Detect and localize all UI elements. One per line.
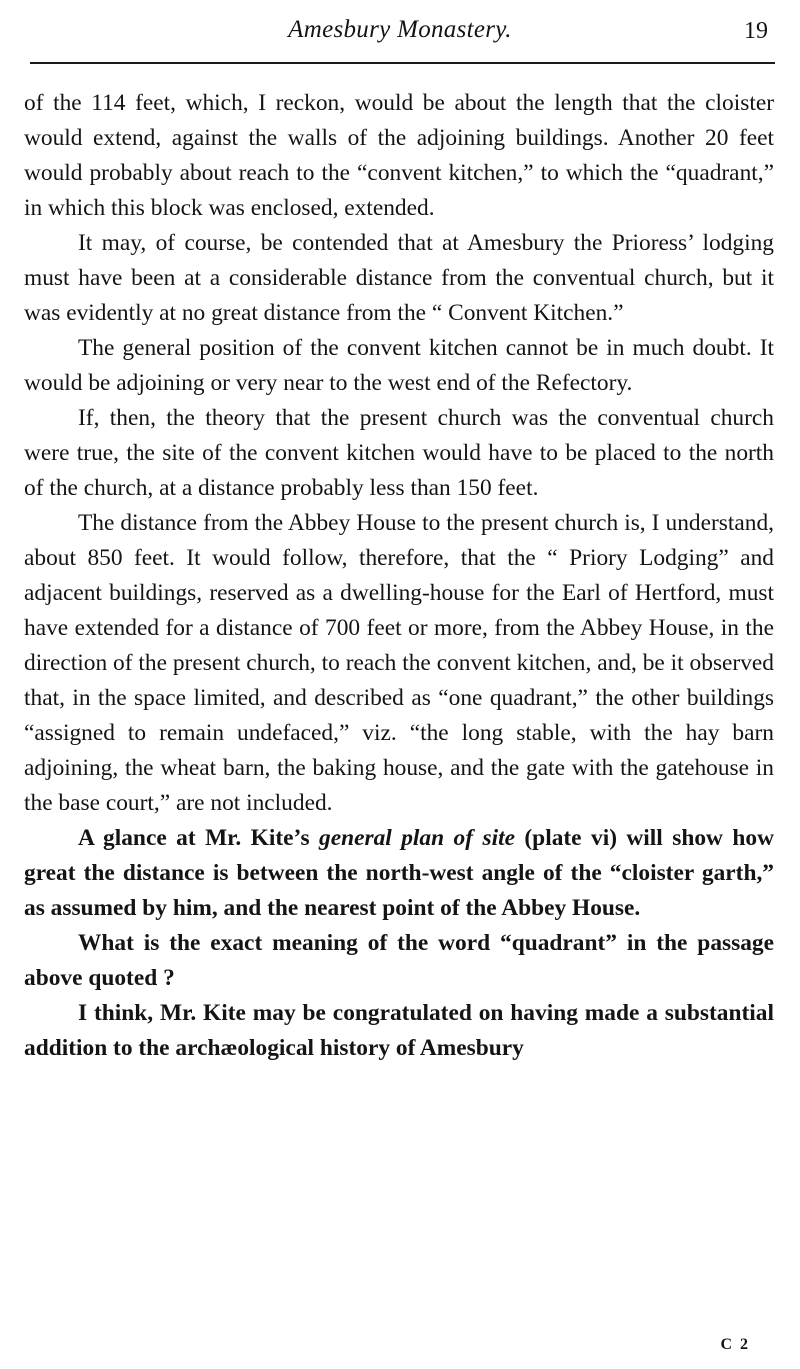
header-rule (30, 62, 775, 64)
paragraph-text: The general position of the convent kitchen cannot be in much doubt. It would be adjoining or very near to the west end of the Refectory. (24, 335, 774, 396)
paragraph-text: It may, of course, be contended that at Amesbury the Prioress’ lodging must have been at a considerable distance from the conventual church, but it was evidently at no great distance from the “ Convent Kitchen.” (24, 230, 774, 326)
paragraph-4 (24, 401, 774, 506)
paragraph-7 (24, 926, 774, 996)
running-head (0, 14, 800, 50)
signature-mark: C 2 (720, 1336, 750, 1353)
body-text (24, 86, 774, 1066)
paragraph-8 (24, 996, 774, 1066)
paragraph-text: of the 114 feet, which, I reckon, would be about the length that the cloister would extend, against the walls of the adjoining buildings. Another 20 feet would probably about reach to the “convent kitchen,” to which the “quadrant,” in which this block was enclosed, extended. (24, 90, 774, 221)
paragraph-3 (24, 331, 774, 401)
paragraph-text: What is the exact meaning of the word “quadrant” in the passage above quoted ? (24, 930, 774, 991)
paragraph-text: If, then, the theory that the present church was the conventual church were true, the site of the convent kitchen would have to be placed to the north of the church, at a distance probably less than 150 feet. (24, 405, 774, 501)
paragraph-5 (24, 506, 774, 821)
italic-phrase: general plan of site (319, 825, 515, 851)
page-number: 19 (744, 18, 768, 44)
paragraph-text: The distance from the Abbey House to the present church is, I understand, about 850 feet. It would follow, therefore, that the “ Priory Lodging” and adjacent buildings, reserved as a dwelling-house for the Earl of Hertford, must have extended for a distance of 700 feet or more, from the Abbey House, in the direction of the present church, to reach the convent kitchen, and, be it observed that, in the space limited, and described as “one quadrant,” the other buildings “assigned to remain undefaced,” viz. “the long stable, with the hay barn adjoining, the wheat barn, the baking house, and the gate with the gatehouse in the base court,” are not included. (24, 510, 774, 816)
paragraph-6 (24, 821, 774, 926)
running-title: Amesbury Monastery. (288, 16, 512, 43)
paragraph-text: (plate vi) will show how great the distance is between the north-west angle of the “cloister garth,” as assumed by him, and the nearest point of the Abbey House. (24, 825, 774, 921)
paragraph-2 (24, 226, 774, 331)
paragraph-1 (24, 86, 774, 226)
paragraph-text: I think, Mr. Kite may be congratulated on having made a substantial addition to the archæological history of Amesbury (24, 1000, 774, 1061)
paragraph-text: A glance at Mr. Kite’s (78, 825, 319, 851)
